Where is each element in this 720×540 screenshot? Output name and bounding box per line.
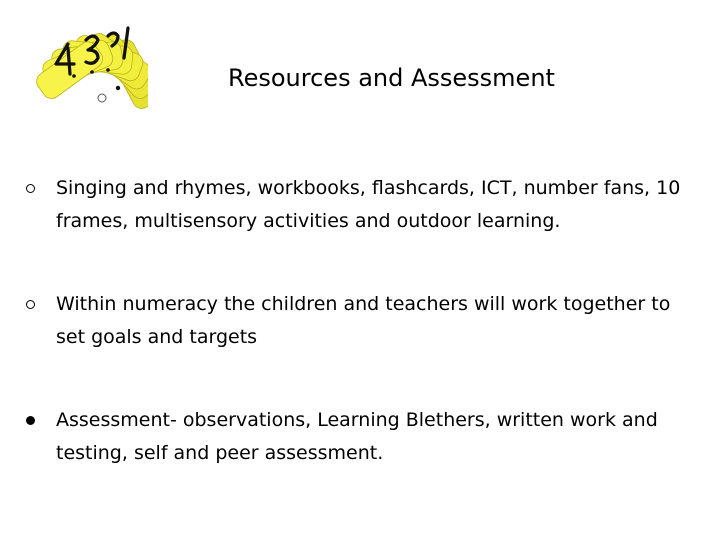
bullet-text: Singing and rhymes, workbooks, flashcards, ICT, number fans, 10 frames, multisensory activities and outdoor learning. [56, 177, 681, 232]
bullet-text: Assessment- observations, Learning Blethers, written work and testing, self and peer assessment. [56, 409, 658, 464]
bullet-item-assessment [22, 404, 702, 470]
number-fan-icon [8, 14, 148, 110]
hollow-bullet-icon [26, 184, 35, 193]
bullet-item-goals [22, 288, 702, 354]
bullet-item-resources [22, 172, 702, 238]
hollow-bullet-icon [26, 300, 35, 309]
filled-bullet-icon [26, 416, 35, 425]
slide-title: Resources and Assessment [228, 64, 555, 92]
bullet-list [22, 172, 702, 470]
bullet-text: Within numeracy the children and teachers will work together to set goals and targets [56, 293, 671, 348]
